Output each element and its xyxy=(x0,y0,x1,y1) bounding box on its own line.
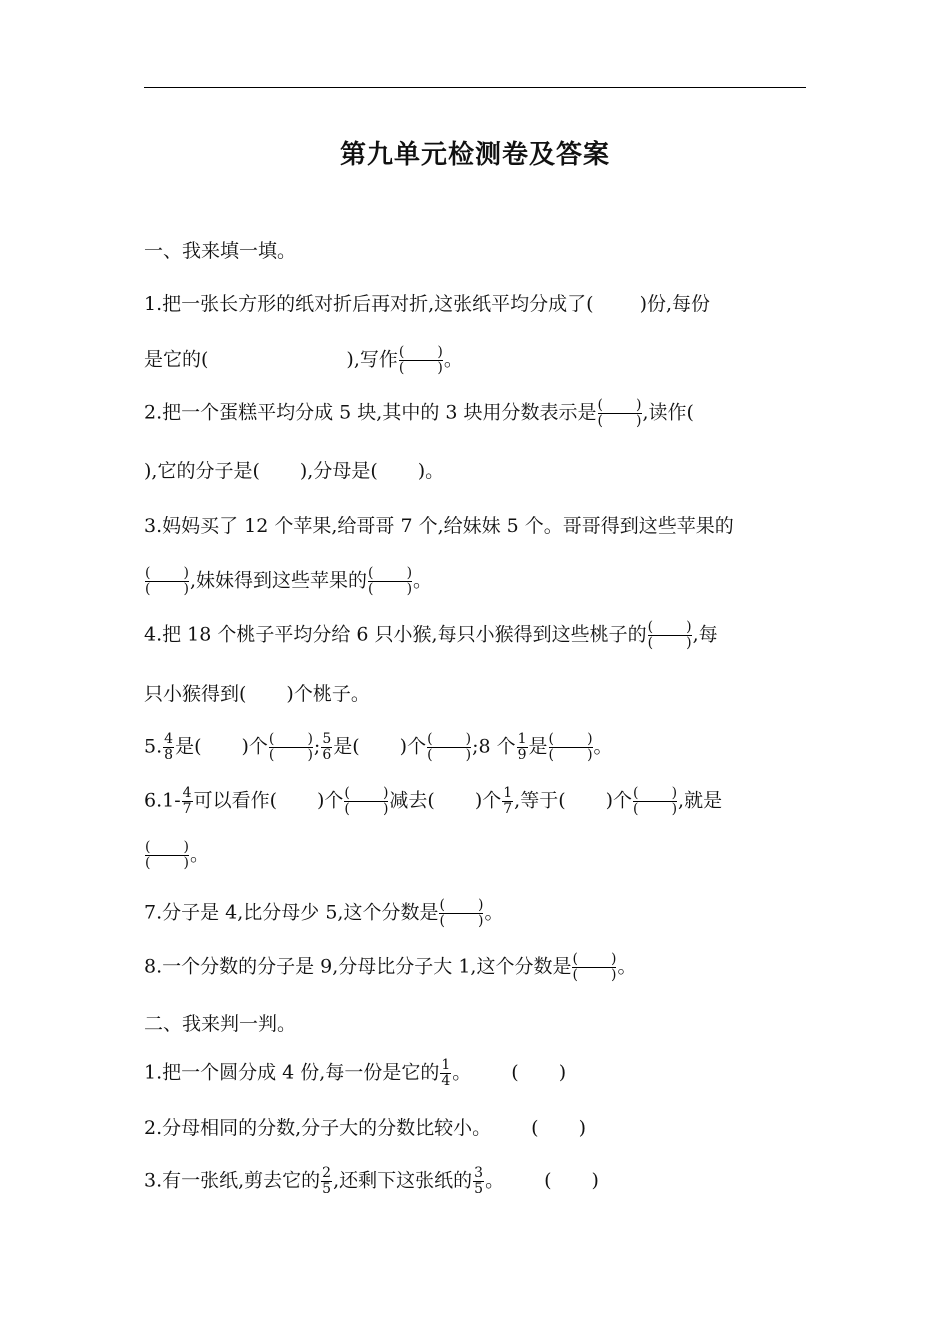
fraction-blank[interactable]: ( ) ( ) xyxy=(427,731,472,763)
fraction-5-6: $\frac{5}{6}$ xyxy=(322,731,332,763)
question-8: 8.一个分数的分子是 9,分母比分子大 1,这个分数是 ( ) ( ) 。 xyxy=(144,951,637,983)
fraction-blank[interactable]: ( ) ( ) xyxy=(145,565,189,597)
fraction-1-7: $\frac{1}{7}$ xyxy=(503,785,513,817)
fraction-4-7: $\frac{4}{7}$ xyxy=(182,785,192,817)
fraction-blank[interactable]: ( ) ( ) xyxy=(368,565,413,597)
fraction-blank[interactable]: ( ) ( ) xyxy=(633,785,678,817)
section-heading-judge: 二、我来判一判。 xyxy=(144,1013,297,1035)
judge-2: 2.分母相同的分数,分子大的分数比较小。 ( ) xyxy=(144,1117,587,1139)
question-5: 5. $\frac{4}{8}$ 是( )个 ( ) ( ) ; $\frac{5}{6}$ 是( )个 ( ) ( ) ;8 个 $\frac{1}{9}$ 是 ( ) ( ) 。 xyxy=(144,731,613,763)
judge-3: 3.有一张纸,剪去它的 $\frac{2}{5}$ ,还剩下这张纸的 $\frac{3}{5}$ 。 ( ) xyxy=(144,1165,599,1197)
fraction-blank[interactable]: ( ) ( ) xyxy=(398,344,443,376)
fraction-blank[interactable]: ( ) ( ) xyxy=(548,731,593,763)
header-rule xyxy=(144,87,806,88)
question-6-line2: ( ) ( ) 。 xyxy=(145,839,210,871)
fraction-blank[interactable]: ( ) ( ) xyxy=(597,397,642,429)
question-4-line2: 只小猴得到( )个桃子。 xyxy=(144,683,370,705)
fraction-blank[interactable]: ( ) ( ) xyxy=(572,951,617,983)
fraction-blank[interactable]: ( ) ( ) xyxy=(439,897,484,929)
question-1-line1: 1.把一张长方形的纸对折后再对折,这张纸平均分成了( )份,每份 xyxy=(144,293,711,315)
fraction-1-4: $\frac{1}{4}$ xyxy=(441,1057,451,1089)
section-heading-fill: 一、我来填一填。 xyxy=(144,240,297,262)
judge-1: 1.把一个圆分成 4 份,每一份是它的 $\frac{1}{4}$ 。 ( ) xyxy=(144,1057,567,1089)
fraction-blank[interactable]: ( ) ( ) xyxy=(647,619,692,651)
question-7: 7.分子是 4,比分母少 5,这个分数是 ( ) ( ) 。 xyxy=(144,897,504,929)
fraction-blank[interactable]: ( ) ( ) xyxy=(268,731,313,763)
fraction-blank[interactable]: ( ) ( ) xyxy=(145,839,189,871)
fraction-2-5: $\frac{2}{5}$ xyxy=(322,1165,332,1197)
page-title: 第九单元检测卷及答案 xyxy=(339,140,610,170)
fraction-3-5: $\frac{3}{5}$ xyxy=(474,1165,484,1197)
fraction-blank[interactable]: ( ) ( ) xyxy=(344,785,389,817)
question-2-line1: 2.把一个蛋糕平均分成 5 块,其中的 3 块用分数表示是 ( ) ( ) ,读作( xyxy=(144,397,694,429)
question-1-line2: 是它的( ),写作 ( ) ( ) 。 xyxy=(144,344,463,376)
question-2-line2: ),它的分子是( ),分母是( )。 xyxy=(144,460,445,482)
question-4-line1: 4.把 18 个桃子平均分给 6 只小猴,每只小猴得到这些桃子的 ( ) ( ) ,每 xyxy=(144,619,718,651)
question-3-line1: 3.妈妈买了 12 个苹果,给哥哥 7 个,给妹妹 5 个。哥哥得到这些苹果的 xyxy=(144,515,734,537)
question-6-line1: 6.1- $\frac{4}{7}$ 可以看作( )个 ( ) ( ) 减去( )个 $\frac{1}{7}$ ,等于( )个 ( ) ( ) ,就是 xyxy=(144,785,723,817)
fraction-4-8: $\frac{4}{8}$ xyxy=(164,731,174,763)
fraction-1-9: $\frac{1}{9}$ xyxy=(517,731,527,763)
question-3-line2: ( ) ( ) ,妹妹得到这些苹果的 ( ) ( ) 。 xyxy=(145,565,433,597)
